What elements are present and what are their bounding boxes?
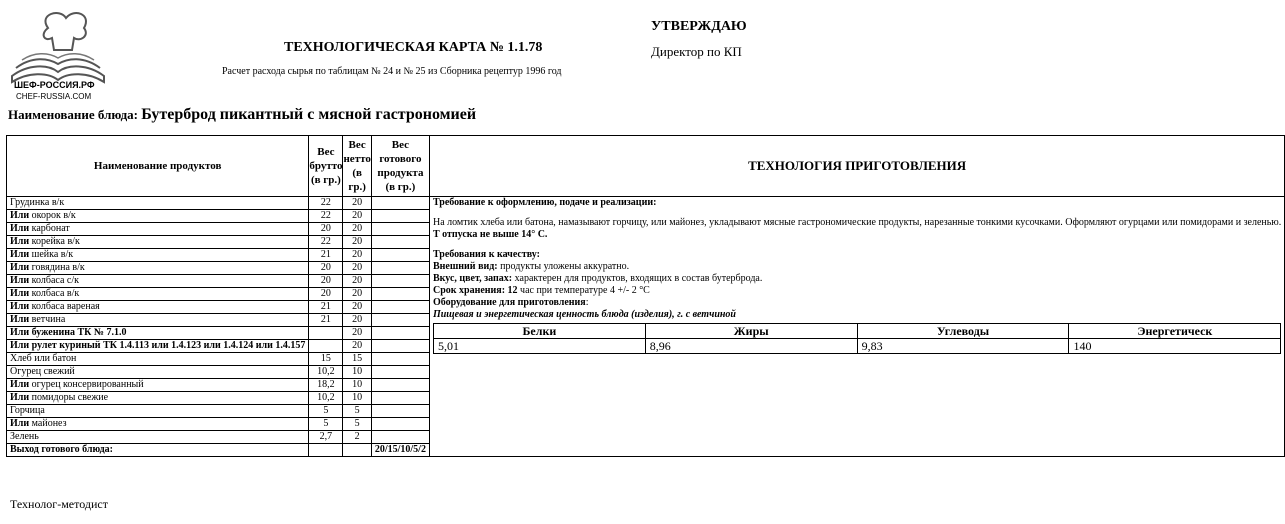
weight-ready-cell [371,392,429,405]
equipment-label: Оборудование для приготовления [432,297,586,308]
weight-net-cell: 20 [343,262,371,275]
product-name-cell [7,379,309,392]
weight-ready-cell [371,314,429,327]
weight-gross-cell: 5 [309,418,343,431]
product-name: ветчина [29,314,66,325]
product-name-cell [7,249,309,262]
nutrition-value-proteins: 5,01 [433,339,645,354]
product-name: Грудинка в/к [10,197,65,208]
header-technology: ТЕХНОЛОГИЯ ПРИГОТОВЛЕНИЯ [429,136,1284,197]
storage-label: Срок хранения: 12 [432,285,518,296]
dish-label: Наименование блюда: [8,107,138,122]
product-or-prefix: Или [10,288,30,299]
taste-line [433,273,1281,285]
product-or-prefix: Или [10,379,30,390]
weight-ready-cell [371,340,429,353]
weight-net-cell: 15 [343,353,371,366]
weight-gross-cell: 10,2 [309,366,343,379]
product-name-cell [7,340,309,353]
weight-gross-cell: 18,2 [309,379,343,392]
recipe-table [6,135,1285,457]
weight-gross-cell: 20 [309,275,343,288]
weight-ready-cell [371,236,429,249]
product-name: Хлеб или батон [10,353,77,364]
weight-net-cell: 20 [343,275,371,288]
weight-gross-cell: 10,2 [309,392,343,405]
yield-value: 20/15/10/5/2 [371,444,429,457]
weight-gross-cell: 21 [309,249,343,262]
equipment-line [433,297,1281,309]
weight-gross-cell: 2,7 [309,431,343,444]
weight-gross-cell [309,340,343,353]
weight-net-cell: 2 [343,431,371,444]
product-name-cell [7,301,309,314]
weight-net-cell: 10 [343,366,371,379]
weight-net-cell: 20 [343,223,371,236]
product-name-cell [7,418,309,431]
product-name: корейка в/к [29,236,80,247]
table-row [7,197,1285,210]
header-gross: Вес брутто (в гр.) [309,136,343,197]
nutrition-header-fats: Жиры [645,324,857,339]
product-or-prefix: Или [10,418,30,429]
nutrition-value-carbs: 9,83 [857,339,1069,354]
document-title: ТЕХНОЛОГИЧЕСКАЯ КАРТА № 1.1.78 [284,40,543,55]
product-name-cell [7,275,309,288]
weight-net-cell: 5 [343,405,371,418]
nutrition-table [433,323,1281,354]
product-name: Зелень [10,431,39,442]
storage-text: час при температуре 4 +/- 2 °С [517,285,650,296]
product-name-cell [7,223,309,236]
weight-ready-cell [371,288,429,301]
weight-ready-cell [371,249,429,262]
weight-gross-cell: 21 [309,314,343,327]
technology-cell [429,197,1284,457]
header-net: Вес нетто (в гр.) [343,136,371,197]
product-name: карбонат [29,223,70,234]
dish-name: Бутерброд пикантный с мясной гастрономией [141,106,477,123]
weight-ready-cell [371,431,429,444]
product-or-prefix: Или [10,301,30,312]
product-name: колбаса вареная [29,301,100,312]
product-or-prefix: Или [10,236,30,247]
header-ready: Вес готового продукта (в гр.) [371,136,429,197]
taste-text: характерен для продуктов, входящих в состав бутерброда. [512,273,763,284]
logo-text-ru: ШЕФ-РОССИЯ.РФ [14,80,95,90]
document-subtitle: Расчет расхода сырья по таблицам № 24 и № 25 из Сборника рецептур 1996 год [222,66,562,77]
product-name: буженина ТК № 7.1.0 [29,327,127,338]
product-name-cell [7,210,309,223]
weight-net-cell: 20 [343,340,371,353]
weight-net-cell: 20 [343,288,371,301]
product-or-prefix: Или [10,262,30,273]
weight-net-cell: 10 [343,392,371,405]
weight-ready-cell [371,353,429,366]
product-name: колбаса с/к [29,275,79,286]
weight-gross-cell: 22 [309,210,343,223]
product-name-cell [7,392,309,405]
product-or-prefix: Или [10,210,30,221]
product-name: помидоры свежие [29,392,109,403]
weight-net-cell: 20 [343,249,371,262]
weight-net-cell: 20 [343,236,371,249]
nutrition-header-energy: Энергетическ [1069,324,1281,339]
appearance-label: Внешний вид: [432,261,498,272]
serving-temperature: Т отпуска не выше 14° С. [432,229,548,240]
product-name: колбаса в/к [29,288,80,299]
weight-ready-cell [371,366,429,379]
weight-ready-cell [371,327,429,340]
nutrition-title: Пищевая и энергетическая ценность блюда (изделия), г. с ветчиной [432,309,736,320]
nutrition-header-row [433,324,1280,339]
weight-ready-cell [371,262,429,275]
product-name: Огурец свежий [10,366,75,377]
weight-gross-cell: 15 [309,353,343,366]
serving-requirements-text: На ломтик хлеба или батона, намазывают горчицу, или майонез, укладывают мясные гастрономические продукты, нарезанные тонкими кусочками. Оформляют огурцами или помидорами и зеленью. [432,217,1282,228]
yield-label: Выход готового блюда: [7,444,309,457]
product-or-prefix: Или [10,275,30,286]
product-or-prefix: Или [10,249,30,260]
product-name: Горчица [10,405,45,416]
product-name: говядина в/к [29,262,85,273]
weight-ready-cell [371,379,429,392]
weight-ready-cell [371,301,429,314]
product-name: огурец консервированный [29,379,144,390]
weight-gross-cell: 20 [309,288,343,301]
weight-ready-cell [371,275,429,288]
nutrition-header-carbs: Углеводы [857,324,1069,339]
product-name-cell [7,327,309,340]
nutrition-value-fats: 8,96 [645,339,857,354]
product-name-cell [7,262,309,275]
product-name-cell [7,236,309,249]
header-product: Наименование продуктов [7,136,309,197]
weight-net-cell: 5 [343,418,371,431]
product-or-prefix: Или [10,340,30,351]
product-or-prefix: Или [10,314,30,325]
weight-gross-cell: 20 [309,262,343,275]
product-name: рулет куриный ТК 1.4.113 или 1.4.123 или 1.4.124 или 1.4.157 [29,340,306,351]
product-name-cell [7,353,309,366]
product-name: окорок в/к [29,210,76,221]
product-or-prefix: Или [10,327,30,338]
product-name: майонез [29,418,67,429]
product-name-cell [7,197,309,210]
yield-net-cell [343,444,371,457]
product-name-cell [7,431,309,444]
weight-net-cell: 20 [343,314,371,327]
weight-ready-cell [371,418,429,431]
appearance-line [433,261,1281,273]
weight-ready-cell [371,197,429,210]
weight-ready-cell [371,405,429,418]
product-or-prefix: Или [10,223,30,234]
quality-requirements-title: Требования к качеству: [432,249,540,260]
weight-gross-cell: 21 [309,301,343,314]
taste-label: Вкус, цвет, запах: [432,273,513,284]
nutrition-value-row [433,339,1280,354]
weight-net-cell: 20 [343,197,371,210]
yield-gross-cell [309,444,343,457]
nutrition-header-proteins: Белки [433,324,645,339]
weight-net-cell: 10 [343,379,371,392]
weight-gross-cell: 20 [309,223,343,236]
weight-ready-cell [371,210,429,223]
weight-net-cell: 20 [343,301,371,314]
weight-gross-cell [309,327,343,340]
weight-net-cell: 20 [343,327,371,340]
approve-label: УТВЕРЖДАЮ [651,19,747,34]
product-name-cell [7,366,309,379]
weight-ready-cell [371,223,429,236]
serving-requirements-title: Требование к оформлению, подаче и реализации: [432,197,657,208]
weight-gross-cell: 22 [309,197,343,210]
product-name-cell [7,288,309,301]
dish-heading [8,106,476,124]
footer-technologist: Технолог-методист [10,497,108,511]
product-name: шейка в/к [29,249,74,260]
director-label: Директор по КП [651,44,742,59]
appearance-text: продукты уложены аккуратно. [497,261,630,272]
nutrition-value-energy: 140 [1069,339,1281,354]
product-name-cell [7,314,309,327]
weight-net-cell: 20 [343,210,371,223]
weight-gross-cell: 5 [309,405,343,418]
product-or-prefix: Или [10,392,30,403]
weight-gross-cell: 22 [309,236,343,249]
equipment-colon: : [585,297,589,308]
storage-line [433,285,1281,297]
product-name-cell [7,405,309,418]
logo-text-en: CHEF-RUSSIA.COM [16,92,92,101]
